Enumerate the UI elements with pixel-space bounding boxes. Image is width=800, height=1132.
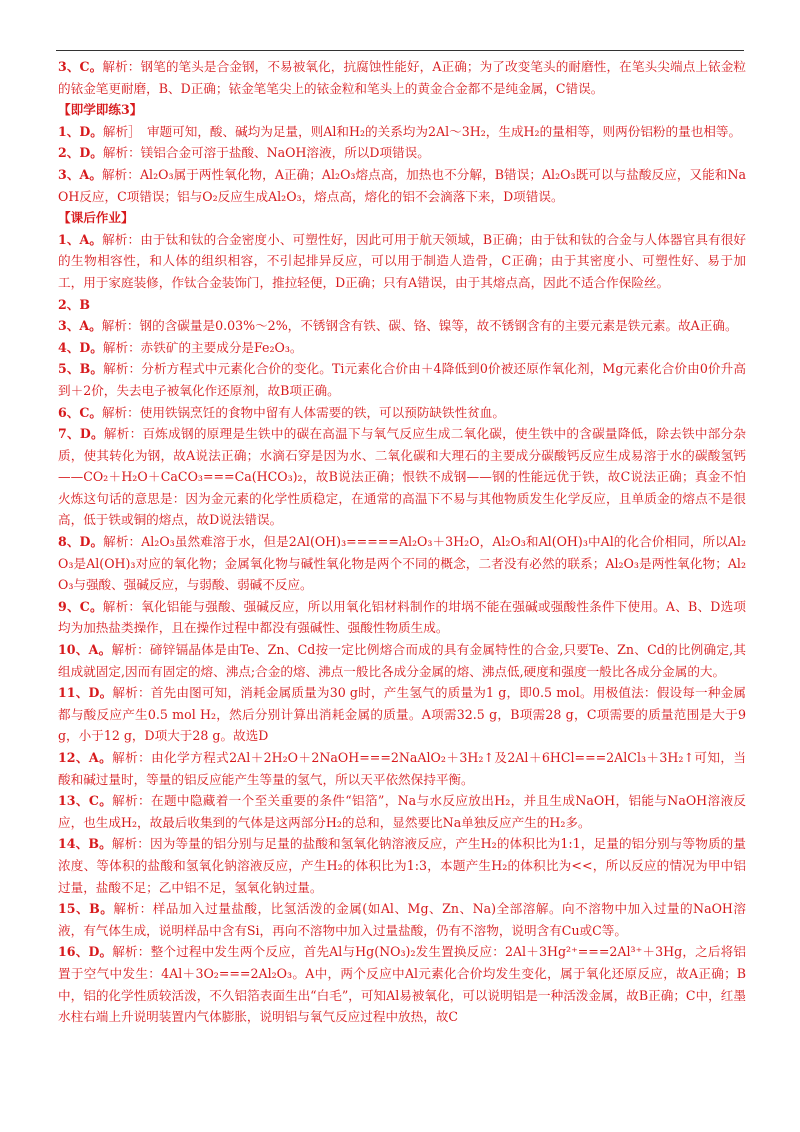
answer-item: [58, 531, 746, 596]
answer-explanation: 解析：Al₂O₃虽然难溶于水，但是2Al(OH)₃=====Al₂O₃＋3H₂O，Al₂O₃和Al(OH)₃中Al的化合价相同，所以Al₂O₃是Al(OH)₃对应的氧化物；金属氧化物与碱性氧化物是两个不同的概念，二者没有必然的联系；Al₂O₃是两性氧化物；Al₂O₃与强酸、强碱反应，与弱酸、弱碱不反应。: [58, 534, 746, 593]
answer-number: 1、A。: [58, 231, 103, 247]
answer-number: 13、C。: [58, 793, 113, 809]
answer-item: [58, 833, 746, 898]
answer-item: [58, 941, 746, 1027]
answer-number: 15、B。: [58, 901, 114, 917]
answer-explanation: 解析：样品加入过量盐酸，比氢活泼的金属(如Al、Mg、Zn、Na)全部溶解。向不溶物中加入过量的NaOH溶液，有气体生成，说明样品中含有Si，再向不溶物中加入过量盐酸，仍有不溶物，说明含有Cu或C等。: [58, 901, 746, 938]
answer-item: [58, 56, 746, 99]
answer-explanation: 解析：因为等量的铝分别与足量的盐酸和氢氧化钠溶液反应，产生H₂的体积比为1:1，足量的铝分别与等物质的量浓度、等体积的盐酸和氢氧化钠溶液反应，产生H₂的体积比为1:3，本题产生H₂的体积比为<<，所以反应的情况为甲中铝过量，盐酸不足；乙中铝不足，氢氧化钠过量。: [58, 836, 746, 895]
answer-number: 3、C。: [58, 59, 103, 74]
answer-explanation: 解析：Al₂O₃属于两性氧化物，A正确；Al₂O₃熔点高，加热也不分解，B错误；Al₂O₃既可以与盐酸反应，又能和NaOH反应，C项错误；铝与O₂反应生成Al₂O₃，熔点高，熔化的铝不会滴落下来，D项错误。: [58, 166, 746, 204]
answer-explanation: 解析：百炼成钢的原理是生铁中的碳在高温下与氧气反应生成二氧化碳，使生铁中的含碳量降低，除去铁中部分杂质，使其转化为钢，故A说法正确；水滴石穿是因为水、二氧化碳和大理石的主要成分碳酸钙反应生成易溶于水的碳酸氢钙——CO₂＋H₂O＋CaCO₃===Ca(HCO₃)₂，故B说法正确；恨铁不成钢——钢的性能远优于铁，故C说法正确；真金不怕火炼这句话的意思是：因为金元素的化学性质稳定，在通常的高温下不易与其他物质发生化学反应，且单质金的熔点不是很高，低于铁或铜的熔点，故D说法错误。: [58, 426, 747, 528]
answer-number: 4、D。: [58, 339, 103, 355]
answer-item: [58, 747, 746, 790]
answer-number: 5、B。: [58, 361, 104, 377]
answer-item: [58, 358, 746, 401]
answer-item: [58, 142, 746, 164]
answer-explanation: 解析：碲锌镉晶体是由Te、Zn、Cd按一定比例熔合而成的具有金属特性的合金,只要Te、Zn、Cd的比例确定,其组成就固定,因而有固定的熔、沸点;合金的熔、沸点一般比各成分金属的熔、沸点低,硬度和强度一般比各成分金属的大。: [58, 642, 747, 679]
answer-explanation: 解析：由化学方程式2Al＋2H₂O＋2NaOH===2NaAlO₂＋3H₂↑及2Al＋6HCl===2AlCl₃＋3H₂↑可知，当酸和碱过量时，等量的铝反应能产生等量的氢气，所以天平依然保持平衡。: [58, 750, 746, 787]
answer-number: 9、C。: [58, 598, 103, 614]
answer-item: [58, 164, 746, 207]
answer-item: [58, 682, 746, 747]
answer-number: 12、A。: [58, 750, 113, 765]
answer-number: 16、D。: [58, 944, 113, 960]
answer-explanation: 解析：氧化铝能与强酸、强碱反应，所以用氧化铝材料制作的坩埚不能在强碱或强酸性条件下使用。A、B、D选项均为加热盐类操作，且在操作过程中都没有强碱性、强酸性物质生成。: [58, 598, 746, 636]
answer-explanation: 解析：镁铝合金可溶于盐酸、NaOH溶液，所以D项错误。: [102, 145, 430, 161]
answer-item: [58, 423, 746, 531]
answer-explanation: 解析：在题中隐藏着一个至关重要的条件“铝箔”，Na与水反应放出H₂，并且生成NaOH，铝能与NaOH溶液反应，也生成H₂，故最后收集到的气体是这两部分H₂的总和，显然要比Na单独反应产生的H₂多。: [58, 793, 746, 830]
answer-item: [58, 337, 746, 359]
answer-explanation: 解析：钢笔的笔头是合金钢，不易被氧化，抗腐蚀性能好，A正确；为了改变笔头的耐磨性，在笔头尖端点上铱金粒的铱金笔更耐磨，B、D正确；铱金笔笔尖上的铱金粒和笔头上的黄金合金都不是纯金属，C错误。: [58, 59, 746, 96]
answer-number: 8、D。: [58, 534, 104, 550]
answer-number: 10、A。: [58, 642, 112, 658]
answer-item: [58, 121, 746, 143]
answer-number: 2、D。: [58, 145, 103, 161]
answer-item: [58, 229, 746, 294]
answer-explanation: 解析：使用铁锅烹饪的食物中留有人体需要的铁，可以预防缺铁性贫血。: [101, 404, 505, 420]
answer-explanation: 解析］ 审题可知，酸、碱均为足量，则Al和H₂的关系均为2Al～3H₂，生成H₂的量相等，则两份铝粉的量也相等。: [102, 123, 742, 139]
answer-explanation: 解析：钢的含碳量是0.03%～2%，不锈钢含有铁、碳、铬、镍等，故不锈钢含有的主要元素是铁元素。故A正确。: [101, 318, 738, 334]
answer-explanation: 解析：整个过程中发生两个反应，首先Al与Hg(NO₃)₂发生置换反应：2Al＋3Hg²⁺===2Al³⁺＋3Hg，之后将铝置于空气中发生：4Al＋3O₂===2Al₂O₃。A中，两个反应中Al元素化合价均发生变化，属于氧化还原反应，故A正确；B中，铝的化学性质较活泼，不久铝箔表面生出“白毛”，可知Al易被氧化，可以说明铝是一种活泼金属，故B正确；C中，红墨水柱右端上升说明装置内气体膨胀，说明铝与氧气反应过程中放热，故C: [58, 944, 747, 1025]
answer-item: [58, 596, 746, 639]
answer-explanation: 解析：由于钛和钛的合金密度小、可塑性好，因此可用于航天领域，B正确；由于钛和钛的合金与人体器官具有很好的生物相容性，和人体的组织相容，不引起排异反应，可以用于制造人造骨，C正确；由于其密度小、可塑性好、易于加工，用于家庭装修，作钛合金装饰门，推拉轻便，D正确；只有A错误，由于其熔点高，因此不适合作保险丝。: [58, 231, 746, 290]
answer-item: [58, 639, 746, 682]
answer-number: 7、D。: [58, 426, 104, 442]
answer-content: [58, 56, 746, 1028]
answer-item: [58, 898, 746, 941]
answer-explanation: 解析：首先由图可知，消耗金属质量为30 g时，产生氢气的质量为1 g，即0.5 mol。用极值法：假设每一种金属都与酸反应产生0.5 mol H₂，然后分别计算出消耗金属的质量。A项需32.5 g，B项需28 g，C项需要的质量范围是大于9 g，小于12 g，D项大于28 g。故选D: [58, 685, 746, 744]
answer-number: 3、A。: [58, 166, 102, 182]
section-heading: 【即学即练3】: [58, 102, 143, 118]
answer-number: 3、A。: [58, 318, 102, 334]
answer-item: [58, 402, 746, 424]
answer-item: [58, 315, 746, 337]
answer-item: [58, 294, 746, 316]
section-heading: 【课后作业】: [58, 210, 134, 226]
answer-explanation: 解析：分析方程式中元素化合价的变化。Ti元素化合价由＋4降低到0价被还原作氧化剂，Mg元素化合价由0价升高到＋2价，失去电子被氧化作还原剂，故B项正确。: [58, 361, 746, 398]
answer-number: 11、D。: [58, 685, 113, 701]
answer-number: 1、D。: [58, 123, 103, 139]
header-rule: [56, 50, 744, 51]
answer-number: 2、B: [58, 296, 91, 312]
answer-number: 14、B。: [58, 836, 112, 852]
answer-item: [58, 790, 746, 833]
answer-explanation: 解析：赤铁矿的主要成分是Fe₂O₃。: [102, 339, 303, 355]
answer-number: 6、C。: [58, 404, 102, 420]
